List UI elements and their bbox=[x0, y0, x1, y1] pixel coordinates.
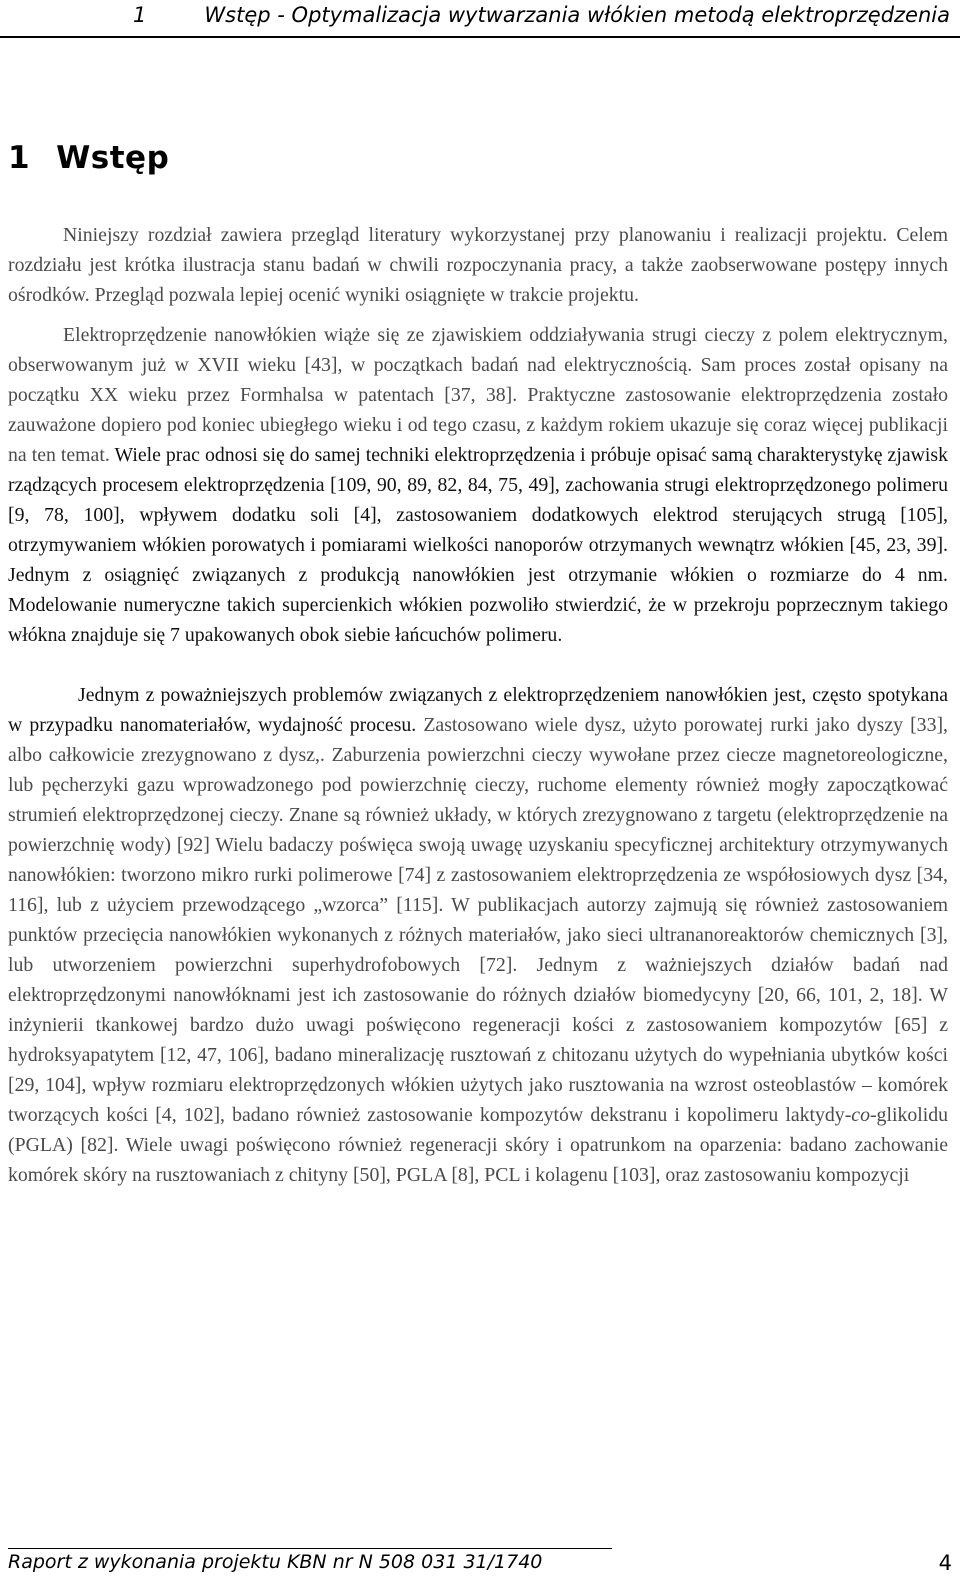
header-title: Wstęp - Optymalizacja wytwarzania włókien metodą elektroprzędzenia bbox=[204, 3, 950, 27]
page-footer bbox=[8, 1551, 952, 1581]
body-text bbox=[8, 220, 948, 1190]
chapter-number: 1 bbox=[8, 140, 31, 176]
running-header bbox=[0, 0, 960, 37]
paragraph-part: Jednym z poważniejszych problemów związanych z elektroprzędzeniem nanowłókien jest, często spotykana w przypadku nanomateriałów, wydajność procesu. bbox=[8, 684, 948, 736]
paragraph-electrospinning-history bbox=[8, 320, 948, 650]
page-number: 4 bbox=[938, 1551, 952, 1575]
paragraph-part: Elektroprzędzenie nanowłókien wiąże się ze zjawiskiem oddziaływania strugi cieczy z polem elektrycznym, obserwowanym już w XVII wieku [43], w początkach badań nad elektrycznością. Sam proces został opisany na początku XX wieku przez Formhalsa w patentach [37, 38]. Praktyczne zastosowanie elektroprzędzenia zostało zauważone dopiero pod koniec ubiegłego wieku i od tego czasu, z każdym rokiem ukazuje się coraz więcej publikacji na ten temat. bbox=[8, 324, 948, 466]
header-rule bbox=[0, 36, 960, 38]
chapter-heading bbox=[8, 140, 169, 176]
paragraph-part: Zastosowano wiele dysz, użyto porowatej rurki jako dyszy [33], albo całkowicie zrezygnowano z dysz,. Zaburzenia powierzchni cieczy wywołane przez ciecze magnetoreologiczne, lub pęcherzyki gazu wprowadzonego pod powierzchnię cieczy, ruchome elementy również mogły zapoczątkować strumień elektroprzędzonej cieczy. Znane są również układy, w których zrezygnowano z targetu (elektroprzędzenie na powierzchnię wody) [92] Wielu badaczy poświęca swoją uwagę uzyskaniu specyficznej architektury otrzymywanych nanowłókien: tworzono mikro rurki polimerowe [74] z zastosowaniem elektroprzędzenia ze współosiowych dysz [34, 116], lub z użyciem przewodzącego „wzorca” [115]. W publikacjach autorzy zajmują się również zastosowaniem punktów przecięcia nanowłókien wykonanych z różnych materiałów, jako sieci ultrananoreaktorów chemicznych [3], lub utworzeniem powierzchni superhydrofobowych [72]. Jednym z ważniejszych działów badań nad elektroprzędzonymi nanowłóknami jest ich zastosowanie do różnych działów biomedycyny [20, 66, 101, 2, 18]. W inżynierii tkankowej bardzo dużo uwagi poświęcono regeneracji kości z zastosowaniem kompozytów [65] z hydroksyapatytem [12, 47, 106], badano mineralizację rusztowań z chitozanu użytych do wypełniania ubytków kości [29, 104], wpływ rozmiaru elektroprzędzonych włókien użytych jako rusztowania na wzrost osteoblastów – komórek tworzących kości [4, 102], badano również zastosowanie kompozytów dekstranu i kopolimeru laktydy- bbox=[8, 714, 949, 1126]
paragraph-italic: co bbox=[851, 1104, 870, 1126]
footer-report: Raport z wykonania projektu KBN nr N 508 031 31/1740 bbox=[8, 1551, 543, 1573]
paragraph-intro: Niniejszy rozdział zawiera przegląd literatury wykorzystanej przy planowaniu i realizacji projektu. Celem rozdziału jest krótka ilustracja stanu badań w chwili rozpoczynania pracy, a także zaobserwowane postępy innych ośrodków. Przegląd pozwala lepiej ocenić wyniki osiągnięte w trakcie projektu. bbox=[8, 224, 948, 306]
paragraph-part: -glikolidu (PGLA) [82]. Wiele uwagi poświęcono również regeneracji skóry i opatrunkom na oparzenia: badano zachowanie komórek skóry na rusztowaniach z chityny [50], PGLA [8], PCL i kolagenu [103], oraz zastosowaniu kompozycji bbox=[8, 1104, 948, 1186]
paragraph-efficiency bbox=[8, 680, 948, 1190]
chapter-title: Wstęp bbox=[56, 140, 170, 176]
footer-rule bbox=[8, 1548, 612, 1549]
paragraph-part: Wiele prac odnosi się do samej techniki elektroprzędzenia i próbuje opisać samą charakterystykę zjawisk rządzących procesem elektroprzędzenia [109, 90, 89, 82, 84, 75, 49], zachowania strugi elektroprzędzonego polimeru [9, 78, 100], wpływem dodatku soli [4], zastosowaniem dodatkowych elektrod sterujących strugą [105], otrzymywaniem włókien porowatych i pomiarami wielkości nanoporów otrzymanych wewnątrz włókien [45, 23, 39]. Jednym z osiągnięć związanych z produkcją nanowłókien jest otrzymanie włókien o rozmiarze do 4 nm. Modelowanie numeryczne takich supercienkich włókien pozwoliło stwierdzić, że w przekroju poprzecznym takiego włókna znajduje się 7 upakowanych obok siebie łańcuchów polimeru. bbox=[8, 444, 948, 646]
header-chapter-number: 1 bbox=[133, 3, 147, 27]
